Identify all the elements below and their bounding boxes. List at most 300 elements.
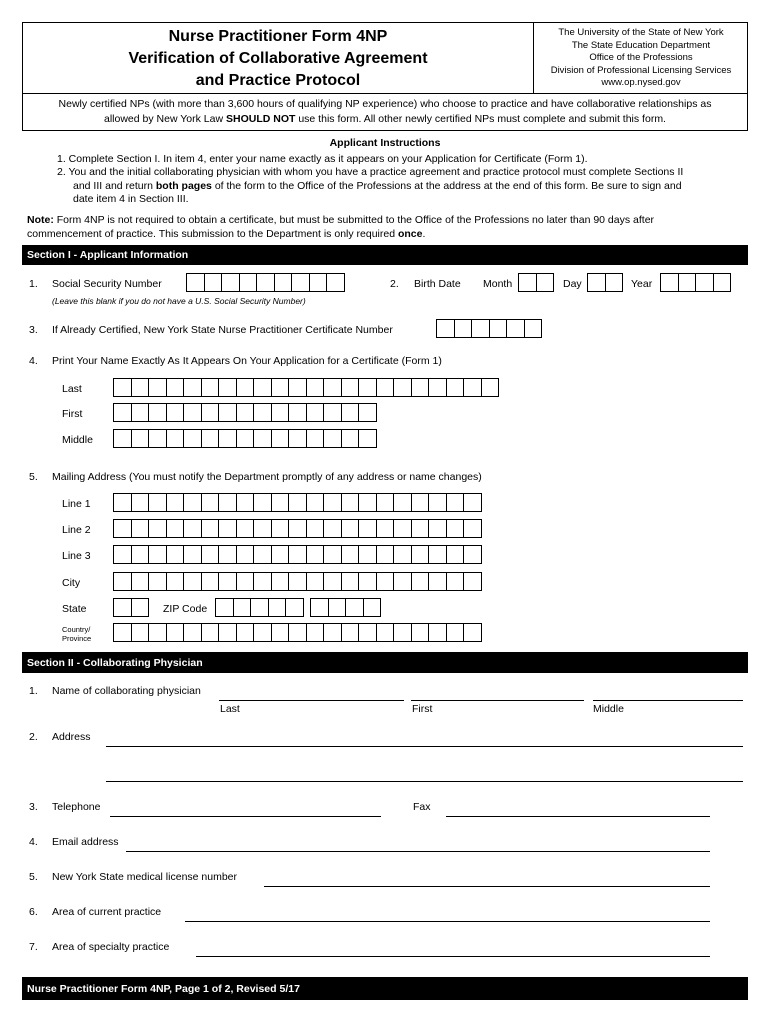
char-box[interactable] — [268, 598, 287, 617]
char-box[interactable] — [341, 429, 360, 448]
char-box[interactable] — [411, 623, 430, 642]
note-line-2 — [27, 227, 747, 241]
char-box[interactable] — [393, 572, 412, 591]
char-box[interactable] — [236, 519, 255, 538]
physician-last-caption: Last — [220, 703, 240, 715]
item-num: 2. — [29, 731, 38, 743]
char-box[interactable] — [183, 493, 202, 512]
org-line-1: The University of the State of New York — [558, 27, 724, 38]
char-box[interactable] — [113, 429, 132, 448]
char-box[interactable] — [660, 273, 679, 292]
char-box[interactable] — [376, 572, 395, 591]
char-box[interactable] — [463, 519, 482, 538]
instructions-heading: Applicant Instructions — [329, 137, 441, 149]
org-line-2: The State Education Department — [571, 39, 711, 51]
char-box[interactable] — [166, 403, 185, 422]
instruction-item-2-line: date item 4 in Section III. — [73, 193, 189, 205]
item-num: 6. — [29, 906, 38, 918]
char-box[interactable] — [358, 572, 377, 591]
char-box[interactable] — [221, 273, 240, 292]
instruction-item-1: 1. Complete Section I. In item 4, enter your name exactly as it appears on your Application for Certificate (Form 1). — [57, 153, 588, 165]
email-line[interactable] — [126, 851, 710, 852]
char-box[interactable] — [411, 493, 430, 512]
org-line-3: Office of the Professions — [589, 52, 693, 63]
birth-date-label: Birth Date — [414, 278, 461, 290]
char-box[interactable] — [376, 378, 395, 397]
last-name-boxes[interactable] — [113, 378, 498, 397]
address-label: Mailing Address (You must notify the Department promptly of any address or name changes) — [52, 471, 482, 483]
intro-text: allowed by New York Law — [104, 113, 226, 125]
char-box[interactable] — [131, 519, 150, 538]
char-box[interactable] — [236, 429, 255, 448]
char-box[interactable] — [271, 572, 290, 591]
char-box[interactable] — [446, 378, 465, 397]
instruction-item-2-line: 2. You and the initial collaborating physician with whom you have a practice agreement and practice protocol must complete Sections II — [57, 166, 684, 178]
address-line3-boxes[interactable] — [113, 545, 481, 564]
char-box[interactable] — [166, 623, 185, 642]
item-num: 7. — [29, 941, 38, 953]
char-box[interactable] — [376, 545, 395, 564]
char-box[interactable] — [428, 493, 447, 512]
physician-address-line-2[interactable] — [106, 781, 743, 782]
title-line-1: Nurse Practitioner Form 4NP — [168, 28, 388, 45]
item-num: 5. — [29, 871, 38, 883]
char-box[interactable] — [341, 378, 360, 397]
char-box[interactable] — [358, 545, 377, 564]
char-box[interactable] — [113, 403, 132, 422]
char-box[interactable] — [587, 273, 606, 292]
physician-address-line-1[interactable] — [106, 746, 743, 747]
char-box[interactable] — [411, 572, 430, 591]
char-box[interactable] — [253, 403, 272, 422]
char-box[interactable] — [363, 598, 382, 617]
char-box[interactable] — [306, 572, 325, 591]
char-box[interactable] — [271, 493, 290, 512]
section-1-bar — [22, 245, 748, 265]
char-box[interactable] — [271, 623, 290, 642]
cert-number-label: If Already Certified, New York State Nurse Practitioner Certificate Number — [52, 324, 393, 336]
char-box[interactable] — [186, 273, 205, 292]
char-box[interactable] — [471, 319, 490, 338]
char-box[interactable] — [288, 545, 307, 564]
char-box[interactable] — [306, 403, 325, 422]
char-box[interactable] — [201, 403, 220, 422]
country-label-line: Country/ — [62, 625, 91, 634]
char-box[interactable] — [358, 378, 377, 397]
intro-box — [22, 93, 748, 131]
char-box[interactable] — [536, 273, 555, 292]
month-label: Month — [483, 278, 513, 290]
char-box[interactable] — [428, 623, 447, 642]
char-box[interactable] — [271, 378, 290, 397]
char-box[interactable] — [411, 378, 430, 397]
zip-ext-boxes[interactable] — [310, 598, 380, 617]
char-box[interactable] — [428, 378, 447, 397]
item-num: 3. — [29, 324, 38, 336]
char-box[interactable] — [218, 378, 237, 397]
char-box[interactable] — [250, 598, 269, 617]
day-label: Day — [563, 278, 582, 290]
char-box[interactable] — [393, 623, 412, 642]
char-box[interactable] — [236, 545, 255, 564]
footer-bar — [22, 977, 748, 1000]
physician-name-label: Name of collaborating physician — [52, 685, 201, 697]
char-box[interactable] — [253, 572, 272, 591]
char-box[interactable] — [358, 493, 377, 512]
char-box[interactable] — [446, 623, 465, 642]
char-box[interactable] — [131, 572, 150, 591]
char-box[interactable] — [183, 572, 202, 591]
char-box[interactable] — [215, 598, 234, 617]
section-1-title: Section I - Applicant Information — [27, 249, 189, 261]
specialty-practice-line[interactable] — [196, 956, 710, 957]
char-box[interactable] — [218, 623, 237, 642]
current-practice-label: Area of current practice — [52, 906, 162, 918]
current-practice-line[interactable] — [185, 921, 710, 922]
char-box[interactable] — [446, 545, 465, 564]
char-box[interactable] — [236, 493, 255, 512]
char-box[interactable] — [148, 429, 167, 448]
char-box[interactable] — [148, 493, 167, 512]
char-box[interactable] — [113, 519, 132, 538]
fax-line[interactable] — [446, 816, 710, 817]
char-box[interactable] — [218, 519, 237, 538]
item-num: 1. — [29, 685, 38, 697]
char-box[interactable] — [678, 273, 697, 292]
char-box[interactable] — [183, 545, 202, 564]
cert-number-boxes[interactable] — [436, 319, 541, 338]
note-text: Form 4NP is not required to obtain a certificate, but must be submitted to the Office of the Professions no later than 90 days after — [53, 214, 655, 226]
country-label — [62, 625, 91, 643]
char-box[interactable] — [323, 623, 342, 642]
char-box[interactable] — [201, 378, 220, 397]
note-line-1 — [27, 213, 747, 227]
char-box[interactable] — [463, 493, 482, 512]
char-box[interactable] — [376, 493, 395, 512]
char-box[interactable] — [695, 273, 714, 292]
char-box[interactable] — [411, 545, 430, 564]
country-label-line: Province — [62, 634, 92, 643]
instruction-item-2-line — [57, 180, 747, 194]
physician-first-line[interactable] — [411, 700, 584, 701]
char-box[interactable] — [131, 598, 150, 617]
email-label: Email address — [52, 836, 119, 848]
char-box[interactable] — [113, 598, 132, 617]
char-box[interactable] — [201, 545, 220, 564]
intro-emphasis: SHOULD NOT — [226, 113, 296, 125]
char-box[interactable] — [358, 429, 377, 448]
char-box[interactable] — [428, 519, 447, 538]
line2-label: Line 2 — [62, 524, 91, 536]
char-box[interactable] — [271, 429, 290, 448]
char-box[interactable] — [454, 319, 473, 338]
telephone-line[interactable] — [110, 816, 381, 817]
char-box[interactable] — [323, 545, 342, 564]
char-box[interactable] — [310, 598, 329, 617]
char-box[interactable] — [131, 378, 150, 397]
char-box[interactable] — [341, 572, 360, 591]
header-box — [22, 22, 748, 94]
form-title — [23, 26, 533, 92]
char-box[interactable] — [506, 319, 525, 338]
char-box[interactable] — [309, 273, 328, 292]
item-num: 1. — [29, 278, 38, 290]
address-line1-boxes[interactable] — [113, 493, 481, 512]
char-box[interactable] — [201, 572, 220, 591]
char-box[interactable] — [166, 545, 185, 564]
char-box[interactable] — [274, 273, 293, 292]
char-box[interactable] — [131, 493, 150, 512]
char-box[interactable] — [306, 545, 325, 564]
name-label: Print Your Name Exactly As It Appears On Your Application for a Certificate (Form 1) — [52, 355, 442, 367]
note-emphasis: once — [397, 228, 423, 240]
physician-middle-caption: Middle — [593, 703, 624, 715]
char-box[interactable] — [131, 623, 150, 642]
license-label: New York State medical license number — [52, 871, 238, 883]
char-box[interactable] — [328, 598, 347, 617]
char-box[interactable] — [358, 403, 377, 422]
char-box[interactable] — [183, 623, 202, 642]
license-line[interactable] — [264, 886, 710, 887]
char-box[interactable] — [201, 493, 220, 512]
char-box[interactable] — [288, 378, 307, 397]
char-box[interactable] — [131, 403, 150, 422]
char-box[interactable] — [323, 429, 342, 448]
char-box[interactable] — [393, 545, 412, 564]
year-label: Year — [631, 278, 653, 290]
char-box[interactable] — [376, 623, 395, 642]
char-box[interactable] — [428, 545, 447, 564]
char-box[interactable] — [285, 598, 304, 617]
day-boxes[interactable] — [587, 273, 622, 292]
line3-label: Line 3 — [62, 550, 91, 562]
char-box[interactable] — [218, 403, 237, 422]
char-box[interactable] — [713, 273, 732, 292]
char-box[interactable] — [183, 429, 202, 448]
char-box[interactable] — [236, 623, 255, 642]
physician-last-line[interactable] — [219, 700, 404, 701]
char-box[interactable] — [271, 545, 290, 564]
char-box[interactable] — [288, 519, 307, 538]
char-box[interactable] — [393, 519, 412, 538]
char-box[interactable] — [253, 493, 272, 512]
item-num: 4. — [29, 836, 38, 848]
char-box[interactable] — [131, 429, 150, 448]
char-box[interactable] — [113, 623, 132, 642]
middle-label: Middle — [62, 434, 93, 446]
country-boxes[interactable] — [113, 623, 481, 642]
char-box[interactable] — [148, 572, 167, 591]
char-box[interactable] — [393, 378, 412, 397]
char-box[interactable] — [271, 403, 290, 422]
specialty-practice-label: Area of specialty practice — [52, 941, 170, 953]
zip-boxes[interactable] — [215, 598, 303, 617]
char-box[interactable] — [113, 545, 132, 564]
char-box[interactable] — [288, 429, 307, 448]
char-box[interactable] — [201, 623, 220, 642]
char-box[interactable] — [271, 519, 290, 538]
char-box[interactable] — [306, 519, 325, 538]
state-boxes[interactable] — [113, 598, 148, 617]
zip-label: ZIP Code — [163, 603, 208, 615]
char-box[interactable] — [183, 378, 202, 397]
intro-text: use this form. All other newly certified NPs must complete and submit this form. — [295, 113, 666, 125]
char-box[interactable] — [218, 545, 237, 564]
char-box[interactable] — [428, 572, 447, 591]
char-box[interactable] — [463, 623, 482, 642]
char-box[interactable] — [341, 545, 360, 564]
char-box[interactable] — [166, 429, 185, 448]
org-block — [534, 27, 748, 90]
footer-text: Nurse Practitioner Form 4NP, Page 1 of 2, Revised 5/17 — [27, 982, 300, 995]
year-boxes[interactable] — [660, 273, 730, 292]
char-box[interactable] — [113, 493, 132, 512]
char-box[interactable] — [218, 572, 237, 591]
char-box[interactable] — [288, 493, 307, 512]
char-box[interactable] — [518, 273, 537, 292]
char-box[interactable] — [253, 623, 272, 642]
char-box[interactable] — [323, 403, 342, 422]
char-box[interactable] — [236, 403, 255, 422]
char-box[interactable] — [306, 429, 325, 448]
char-box[interactable] — [166, 572, 185, 591]
char-box[interactable] — [341, 519, 360, 538]
char-box[interactable] — [148, 403, 167, 422]
instruction-text: and III and return — [73, 179, 156, 192]
char-box[interactable] — [253, 519, 272, 538]
state-label: State — [62, 603, 87, 615]
char-box[interactable] — [306, 493, 325, 512]
char-box[interactable] — [345, 598, 364, 617]
first-name-boxes[interactable] — [113, 403, 376, 422]
char-box[interactable] — [148, 545, 167, 564]
char-box[interactable] — [341, 403, 360, 422]
char-box[interactable] — [166, 493, 185, 512]
item-num: 5. — [29, 471, 38, 483]
char-box[interactable] — [183, 519, 202, 538]
char-box[interactable] — [291, 273, 310, 292]
char-box[interactable] — [306, 623, 325, 642]
middle-name-boxes[interactable] — [113, 429, 376, 448]
ssn-note: (Leave this blank if you do not have a U.S. Social Security Number) — [52, 296, 306, 306]
char-box[interactable] — [481, 378, 500, 397]
char-box[interactable] — [341, 623, 360, 642]
char-box[interactable] — [201, 519, 220, 538]
char-box[interactable] — [288, 403, 307, 422]
note-block — [27, 213, 747, 241]
section-2-bar — [22, 652, 748, 673]
title-line-3: and Practice Protocol — [195, 72, 361, 89]
char-box[interactable] — [148, 519, 167, 538]
line1-label: Line 1 — [62, 498, 91, 510]
char-box[interactable] — [183, 403, 202, 422]
char-box[interactable] — [323, 519, 342, 538]
char-box[interactable] — [236, 572, 255, 591]
char-box[interactable] — [288, 572, 307, 591]
city-label: City — [62, 577, 81, 589]
char-box[interactable] — [358, 623, 377, 642]
char-box[interactable] — [239, 273, 258, 292]
instruction-text: of the form to the Office of the Professions at the address at the end of this form. Be sure to sign and — [211, 179, 682, 192]
physician-address-label: Address — [52, 731, 91, 743]
char-box[interactable] — [256, 273, 275, 292]
char-box[interactable] — [341, 493, 360, 512]
char-box[interactable] — [524, 319, 543, 338]
char-box[interactable] — [446, 572, 465, 591]
char-box[interactable] — [605, 273, 624, 292]
city-boxes[interactable] — [113, 572, 481, 591]
char-box[interactable] — [323, 572, 342, 591]
intro-line-1: Newly certified NPs (with more than 3,600 hours of qualifying NP experience) who choose to practice and have collaborative relationships as — [58, 98, 712, 110]
char-box[interactable] — [446, 493, 465, 512]
item-num: 4. — [29, 355, 38, 367]
char-box[interactable] — [489, 319, 508, 338]
char-box[interactable] — [166, 378, 185, 397]
char-box[interactable] — [166, 519, 185, 538]
char-box[interactable] — [236, 378, 255, 397]
org-line-4: Division of Professional Licensing Services — [550, 64, 732, 76]
intro-line-2 — [23, 112, 747, 127]
char-box[interactable] — [218, 493, 237, 512]
char-box[interactable] — [253, 429, 272, 448]
char-box[interactable] — [253, 545, 272, 564]
char-box[interactable] — [218, 429, 237, 448]
char-box[interactable] — [393, 493, 412, 512]
char-box[interactable] — [463, 378, 482, 397]
section-2-title: Section II - Collaborating Physician — [27, 656, 203, 669]
char-box[interactable] — [113, 378, 132, 397]
month-boxes[interactable] — [518, 273, 553, 292]
first-label: First — [62, 408, 83, 420]
item-num: 2. — [390, 278, 399, 290]
char-box[interactable] — [233, 598, 252, 617]
char-box[interactable] — [411, 519, 430, 538]
char-box[interactable] — [463, 545, 482, 564]
physician-middle-line[interactable] — [593, 700, 743, 701]
char-box[interactable] — [323, 378, 342, 397]
title-line-2: Verification of Collaborative Agreement — [128, 50, 428, 67]
last-label: Last — [62, 383, 82, 395]
ssn-label: Social Security Number — [52, 278, 162, 290]
char-box[interactable] — [323, 493, 342, 512]
note-text: . — [422, 228, 426, 240]
char-box[interactable] — [446, 519, 465, 538]
char-box[interactable] — [131, 545, 150, 564]
char-box[interactable] — [376, 519, 395, 538]
telephone-label: Telephone — [52, 801, 101, 813]
char-box[interactable] — [253, 378, 272, 397]
org-line-5: www.op.nysed.gov — [601, 77, 681, 88]
note-label: Note: — [27, 214, 54, 226]
physician-first-caption: First — [412, 703, 433, 715]
instruction-emphasis: both pages — [155, 179, 212, 192]
address-line2-boxes[interactable] — [113, 519, 481, 538]
char-box[interactable] — [148, 623, 167, 642]
char-box[interactable] — [148, 378, 167, 397]
item-num: 3. — [29, 801, 38, 813]
char-box[interactable] — [288, 623, 307, 642]
instruction-item-2 — [57, 166, 747, 207]
char-box[interactable] — [306, 378, 325, 397]
char-box[interactable] — [436, 319, 455, 338]
char-box[interactable] — [113, 572, 132, 591]
char-box[interactable] — [358, 519, 377, 538]
char-box[interactable] — [201, 429, 220, 448]
char-box[interactable] — [463, 572, 482, 591]
char-box[interactable] — [326, 273, 345, 292]
char-box[interactable] — [204, 273, 223, 292]
ssn-boxes[interactable] — [186, 273, 344, 292]
